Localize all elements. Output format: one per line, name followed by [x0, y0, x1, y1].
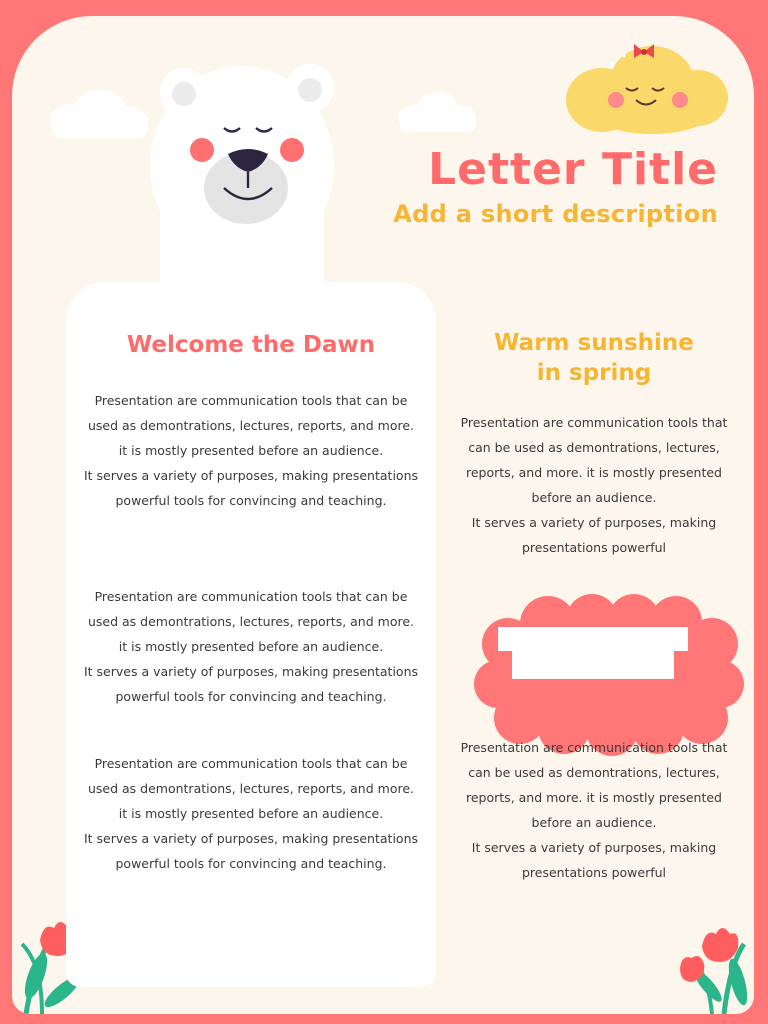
- paragraph-line: Presentation are communication tools that: [460, 415, 728, 430]
- right-paragraph-2: [452, 735, 736, 885]
- paragraph-line: It serves a variety of purposes, making: [471, 840, 717, 855]
- paragraph-line: Presentation are communication tools that: [460, 740, 728, 755]
- paragraph-line: it is mostly presented before an audience.: [118, 639, 384, 654]
- paragraph-line: can be used as demontrations, lectures,: [468, 440, 720, 455]
- cloud-icon: [50, 90, 148, 138]
- paragraph-line: it is mostly presented before an audience.: [118, 443, 384, 458]
- paragraph-line: Presentation are communication tools that can be: [94, 756, 408, 771]
- cloud-icon: [398, 92, 476, 132]
- paragraph-line: powerful tools for convincing and teaching.: [115, 856, 387, 871]
- paragraph-line: reports, and more. it is mostly presented: [466, 790, 722, 805]
- paragraph-line: presentations powerful: [521, 540, 667, 555]
- right-heading-line2: in spring: [536, 360, 652, 386]
- sun-cloud-illustration: [566, 44, 728, 134]
- right-heading: [456, 328, 732, 388]
- paragraph-line: reports, and more. it is mostly presented: [466, 465, 722, 480]
- paragraph-line: can be used as demontrations, lectures,: [468, 765, 720, 780]
- tulip-flower-icon: [680, 928, 751, 1014]
- left-paragraph-3: [78, 751, 424, 876]
- paragraph-line: Presentation are communication tools that can be: [94, 393, 408, 408]
- paragraph-line: presentations powerful: [521, 865, 667, 880]
- paragraph-line: Presentation are communication tools that can be: [94, 589, 408, 604]
- left-paragraph-1: [78, 388, 424, 513]
- paragraph-line: before an audience.: [531, 490, 657, 505]
- paragraph-line: It serves a variety of purposes, making presentations: [83, 664, 418, 679]
- right-heading-line1: Warm sunshine: [494, 330, 694, 356]
- paragraph-line: used as demontrations, lectures, reports, and more.: [87, 614, 414, 629]
- left-paragraph-2: [78, 584, 424, 709]
- left-heading: Welcome the Dawn: [126, 332, 376, 358]
- paragraph-line: It serves a variety of purposes, making presentations: [83, 468, 418, 483]
- paragraph-line: used as demontrations, lectures, reports, and more.: [87, 781, 414, 796]
- letter-subtitle: Add a short description: [393, 200, 718, 228]
- paragraph-line: powerful tools for convincing and teaching.: [115, 493, 387, 508]
- paragraph-line: used as demontrations, lectures, reports, and more.: [87, 418, 414, 433]
- cloud-label-box-lower: [512, 651, 674, 679]
- letter-title: Letter Title: [428, 144, 718, 195]
- cloud-label-box: [498, 627, 688, 651]
- paragraph-line: It serves a variety of purposes, making: [471, 515, 717, 530]
- paragraph-line: It serves a variety of purposes, making presentations: [83, 831, 418, 846]
- paragraph-line: it is mostly presented before an audience.: [118, 806, 384, 821]
- right-paragraph-1: [452, 410, 736, 560]
- paragraph-line: powerful tools for convincing and teaching.: [115, 689, 387, 704]
- paragraph-line: before an audience.: [531, 815, 657, 830]
